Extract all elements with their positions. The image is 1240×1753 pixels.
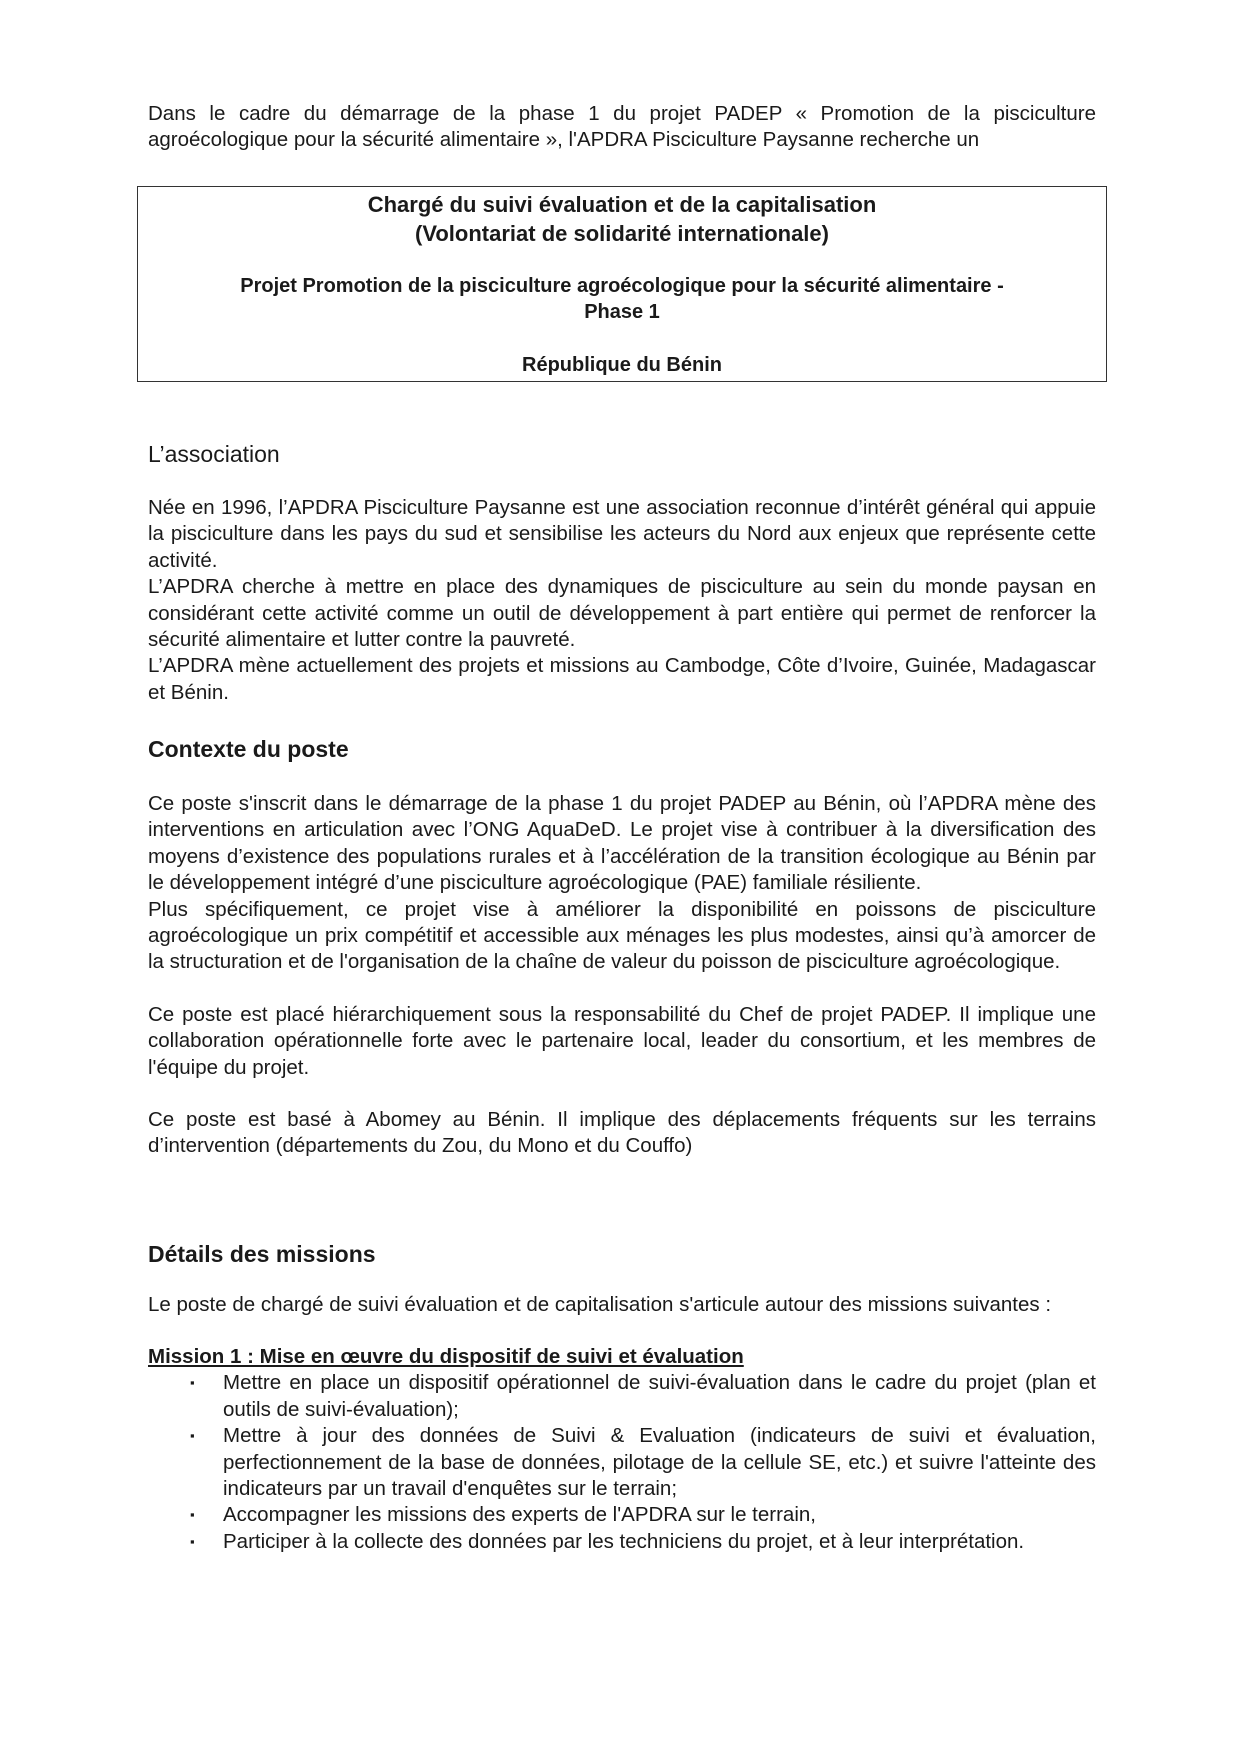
association-paragraph-1: Née en 1996, l’APDRA Pisciculture Paysanne est une association reconnue d’intérêt général qui appuie la pisciculture dans les pays du sud et sensibilise les acteurs du Nord aux enjeux que représente cette activité. <box>148 496 1096 572</box>
section-heading-contexte: Contexte du poste <box>148 736 349 762</box>
contexte-paragraph-2: Plus spécifiquement, ce projet vise à améliorer la disponibilité en poissons de pisciculture agroécologique un prix compétitif et accessible aux ménages les plus modestes, ainsi qu’à amorcer de la structuration et de l'organisation de la chaîne de valeur du poisson de pisciculture agroécologique. <box>148 897 1096 974</box>
list-item-text: Mettre à jour des données de Suivi & Evaluation (indicateurs de suivi et évaluation, perfectionnement de la base de données, pilotage de la cellule SE, etc.) et suivre l'atteinte des indicateurs par un travail d'enquêtes sur le terrain; <box>223 1424 1096 1501</box>
title-box <box>137 186 1107 382</box>
intro-paragraph: Dans le cadre du démarrage de la phase 1 du projet PADEP « Promotion de la pisciculture agroécologique pour la sécurité alimentaire », l'APDRA Pisciculture Paysanne recherche un <box>148 102 1096 151</box>
list-item <box>148 1529 1096 1555</box>
list-item <box>148 1423 1096 1502</box>
association-paragraph-3: L’APDRA mène actuellement des projets et missions au Cambodge, Côte d’Ivoire, Guinée, Madagascar et Bénin. <box>148 654 1096 704</box>
section-heading-missions: Détails des missions <box>148 1241 376 1267</box>
bullet-icon: ▪ <box>190 1375 195 1391</box>
project-name <box>138 273 1106 325</box>
bullet-icon: ▪ <box>190 1507 195 1523</box>
section-association <box>148 440 1096 706</box>
section-contexte <box>148 735 1096 1160</box>
section-missions <box>148 1240 1096 1555</box>
list-item <box>148 1370 1096 1423</box>
job-title-line2: (Volontariat de solidarité internationale) <box>415 221 829 246</box>
bullet-icon: ▪ <box>190 1533 195 1549</box>
list-item-text: Mettre en place un dispositif opérationnel de suivi-évaluation dans le cadre du projet (plan et outils de suivi-évaluation); <box>223 1371 1096 1421</box>
job-title <box>138 190 1106 248</box>
country-name: République du Bénin <box>522 354 722 376</box>
contexte-paragraph-3: Ce poste est placé hiérarchiquement sous la responsabilité du Chef de projet PADEP. Il implique une collaboration opérationnelle forte avec le partenaire local, leader du consortium, et les membres de l'équipe du projet. <box>148 1002 1096 1079</box>
list-item-text: Accompagner les missions des experts de l'APDRA sur le terrain, <box>223 1503 816 1527</box>
list-item-text: Participer à la collecte des données par les techniciens du projet, et à leur interprétation. <box>223 1529 1025 1553</box>
list-item <box>148 1502 1096 1528</box>
contexte-paragraph-4: Ce poste est basé à Abomey au Bénin. Il implique des déplacements fréquents sur les terrains d’intervention (départements du Zou, du Mono et du Couffo) <box>148 1108 1096 1158</box>
missions-intro: Le poste de chargé de suivi évaluation et de capitalisation s'articule autour des missions suivantes : <box>148 1293 1052 1316</box>
project-name-line1: Projet Promotion de la pisciculture agroécologique pour la sécurité alimentaire - <box>240 275 1004 297</box>
project-name-line2: Phase 1 <box>584 301 660 323</box>
section-heading-association: L’association <box>148 441 280 467</box>
mission-1-list <box>148 1370 1096 1555</box>
contexte-paragraph-1: Ce poste s'inscrit dans le démarrage de la phase 1 du projet PADEP au Bénin, où l’APDRA mène des interventions en articulation avec l’ONG AquaDeD. Le projet vise à contribuer à la diversification des moyens d’existence des populations rurales et à l’accélération de la transition écologique au Bénin par le développement intégré d’une pisciculture agroécologique (PAE) familiale résiliente. <box>148 792 1096 895</box>
job-title-line1: Chargé du suivi évaluation et de la capitalisation <box>367 192 877 217</box>
mission-1-title: Mission 1 : Mise en œuvre du dispositif de suivi et évaluation <box>148 1345 744 1369</box>
bullet-icon: ▪ <box>190 1428 195 1444</box>
association-paragraph-2: L’APDRA cherche à mettre en place des dynamiques de pisciculture au sein du monde paysan en considérant cette activité comme un outil de développement à part entière qui permet de renforcer la sécurité alimentaire et lutter contre la pauvreté. <box>148 575 1096 652</box>
